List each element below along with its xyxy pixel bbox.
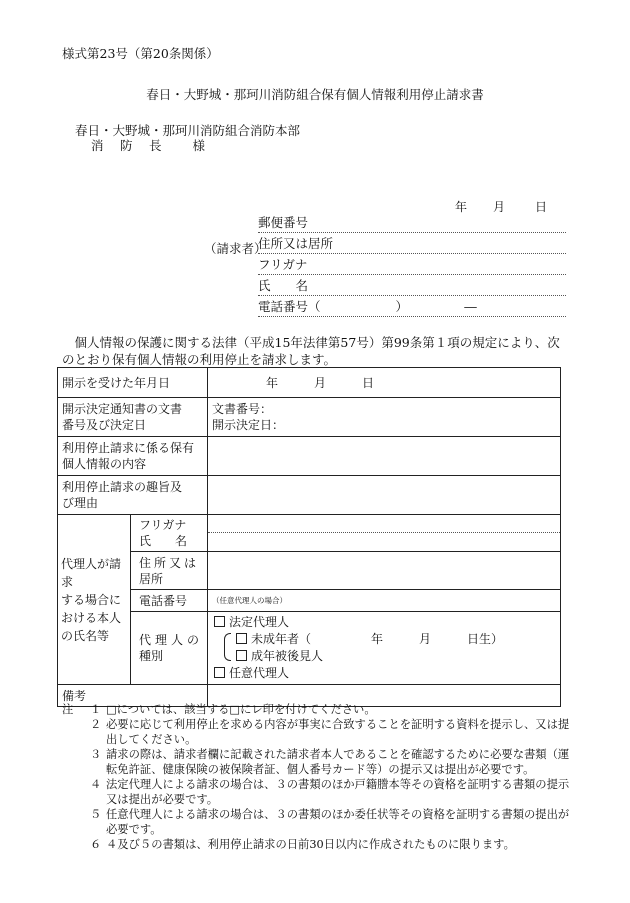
voluntary-agent-option[interactable]: 任意代理人 (214, 665, 556, 682)
name-field[interactable] (258, 277, 566, 296)
postal-code-label: 郵便番号 (258, 215, 309, 230)
notes-section (62, 702, 574, 852)
disclosure-date-label: 開示を受けた年月日 (58, 368, 208, 398)
addressee-chief: 消 防 長 様 (91, 138, 208, 153)
postal-code-field[interactable] (258, 214, 566, 233)
table-row (58, 398, 561, 437)
note-item: 注 １ □については、該当する□にレ印を付けてください。 (62, 703, 376, 716)
date-day-label: 日 (535, 200, 548, 214)
legal-agent-option[interactable]: 法定代理人 (214, 614, 556, 631)
principal-name-label (131, 515, 208, 552)
adult-ward-option[interactable]: 成年被後見人 (236, 648, 556, 665)
principal-furigana-label: フリガナ (139, 518, 187, 532)
note-item: ６ ４及び５の書類は、利用停止請求の日前30日以内に作成されたものに限ります。 (90, 838, 515, 851)
address-field[interactable] (258, 235, 566, 254)
table-row (58, 612, 561, 685)
form-number: 様式第23号（第20条関係） (62, 46, 219, 61)
phone-note: （任意代理人の場合） (212, 596, 288, 605)
doc-number-label: 開示決定通知書の文書 番号及び決定日 (58, 398, 208, 437)
agent-type-label: 代理人の 種別 (131, 612, 208, 685)
table-row (58, 590, 561, 612)
decision-date-field-label: 開示決定日： (212, 418, 285, 432)
table-row (58, 476, 561, 515)
minor-checkbox[interactable] (236, 633, 247, 644)
note-item: ３ 請求の際は、請求者欄に記載された請求者本人であることを確認するために必要な書類（運転免許証、健康保険の被保険者証、個人番号カード等）の提示又は提出が必要です。 (90, 748, 570, 776)
notes-heading: 注 (62, 703, 74, 716)
addressee-organization: 春日・大野城・那珂川消防組合消防本部 (75, 123, 301, 138)
date-year-label: 年 (455, 200, 468, 214)
name-label: 氏 名 (258, 278, 309, 293)
doc-number-field-label: 文書番号： (212, 402, 273, 416)
requester-label: （請求者） (204, 241, 267, 256)
table-row (58, 437, 561, 476)
phone-label: 電話番号（ ） ― (258, 299, 477, 314)
remarks-label: 備考 (58, 685, 208, 707)
principal-address-label: 住所又は 居所 (131, 552, 208, 590)
principal-name-text: 氏 名 (139, 534, 188, 548)
principal-phone-input[interactable] (208, 590, 561, 612)
principal-phone-label: 電話番号 (131, 590, 208, 612)
furigana-label: フリガナ (258, 257, 308, 272)
info-content-input[interactable] (208, 437, 561, 476)
furigana-field[interactable] (258, 256, 566, 275)
minor-option[interactable]: 未成年者（ 年 月 日生） (236, 631, 556, 648)
table-row (58, 552, 561, 590)
purpose-label: 利用停止請求の趣旨及 び理由 (58, 476, 208, 515)
table-row (58, 368, 561, 398)
note-item: ４ 法定代理人による請求の場合は、３の書類のほか戸籍謄本等その資格を証明する書類の提示又は提出が必要です。 (90, 778, 570, 806)
date-field[interactable] (455, 198, 547, 215)
intro-text: 個人情報の保護に関する法律（平成15年法律第57号）第99条第１項の規定により、次 のとおり保有個人情報の利用停止を請求します。 (62, 335, 560, 367)
adult-ward-checkbox[interactable] (236, 650, 247, 661)
voluntary-agent-checkbox[interactable] (214, 667, 225, 678)
phone-field[interactable] (258, 298, 566, 317)
purpose-input[interactable] (208, 476, 561, 515)
agent-type-options (208, 612, 561, 685)
note-item: ５ 任意代理人による請求の場合は、３の書類のほか委任状等その資格を証明する書類の提出が必要です。 (90, 808, 570, 836)
principal-name-input[interactable] (208, 515, 561, 552)
request-table (57, 367, 561, 707)
info-content-label: 利用停止請求に係る保有 個人情報の内容 (58, 437, 208, 476)
address-label: 住所又は居所 (258, 236, 334, 251)
doc-number-input[interactable] (208, 398, 561, 437)
disclosure-date-input[interactable]: 年 月 日 (208, 368, 561, 398)
page-title: 春日・大野城・那珂川消防組合保有個人情報利用停止請求書 (146, 87, 484, 102)
legal-agent-checkbox[interactable] (214, 616, 225, 627)
table-row (58, 515, 561, 552)
agent-section-label: 代理人が請求 する場合に おける本人 の氏名等 (58, 515, 131, 685)
note-item: ２ 必要に応じて利用停止を求める内容が事実に合致することを証明する資料を提示し、又は提出してください。 (90, 718, 570, 746)
date-month-label: 月 (493, 200, 506, 214)
principal-address-input[interactable] (208, 552, 561, 590)
